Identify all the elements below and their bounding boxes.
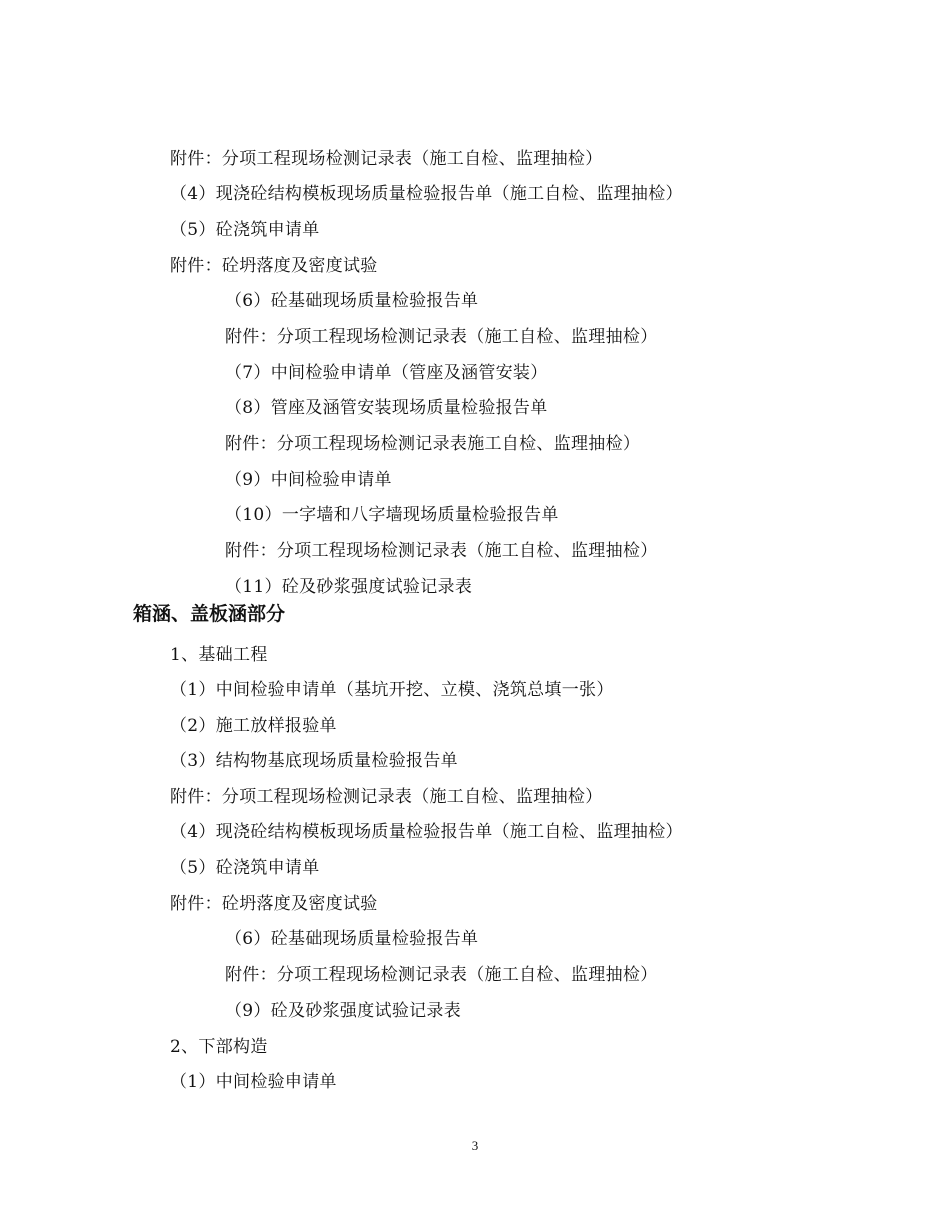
- text-line: 2、下部构造: [170, 1037, 268, 1057]
- text-line: （3）结构物基底现场质量检验报告单: [170, 751, 458, 771]
- text-line: （4）现浇砼结构模板现场质量检验报告单（施工自检、监理抽检）: [170, 822, 683, 842]
- text-line: 1、基础工程: [170, 645, 268, 665]
- text-line: 附件：分项工程现场检测记录表（施工自检、监理抽检）: [170, 149, 603, 169]
- text-line: （7）中间检验申请单（管座及涵管安装）: [225, 363, 548, 383]
- text-line: （5）砼浇筑申请单: [170, 220, 320, 240]
- text-line: 附件：砼坍落度及密度试验: [170, 256, 378, 276]
- text-line: （10）一字墙和八字墙现场质量检验报告单: [225, 505, 559, 525]
- text-line: （6）砼基础现场质量检验报告单: [225, 929, 479, 949]
- section-heading: 箱涵、盖板涵部分: [133, 603, 286, 625]
- text-line: （6）砼基础现场质量检验报告单: [225, 291, 479, 311]
- text-line: （2）施工放样报验单: [170, 716, 337, 736]
- text-line: 附件：砼坍落度及密度试验: [170, 894, 378, 914]
- text-line: （11）砼及砂浆强度试验记录表: [225, 577, 473, 597]
- text-line: （8）管座及涵管安装现场质量检验报告单: [225, 398, 548, 418]
- text-line: （9）中间检验申请单: [225, 470, 392, 490]
- text-line: （9）砼及砂浆强度试验记录表: [225, 1001, 462, 1021]
- text-line: 附件：分项工程现场检测记录表施工自检、监理抽检）: [225, 434, 641, 454]
- text-line: （4）现浇砼结构模板现场质量检验报告单（施工自检、监理抽检）: [170, 184, 683, 204]
- text-line: （1）中间检验申请单（基坑开挖、立模、浇筑总填一张）: [170, 680, 614, 700]
- page-number: 3: [471, 1138, 479, 1153]
- text-line: 附件：分项工程现场检测记录表（施工自检、监理抽检）: [225, 965, 658, 985]
- text-line: （5）砼浇筑申请单: [170, 858, 320, 878]
- text-line: 附件：分项工程现场检测记录表（施工自检、监理抽检）: [170, 787, 603, 807]
- text-line: 附件：分项工程现场检测记录表（施工自检、监理抽检）: [225, 327, 658, 347]
- text-line: 附件：分项工程现场检测记录表（施工自检、监理抽检）: [225, 541, 658, 561]
- text-line: （1）中间检验申请单: [170, 1072, 337, 1092]
